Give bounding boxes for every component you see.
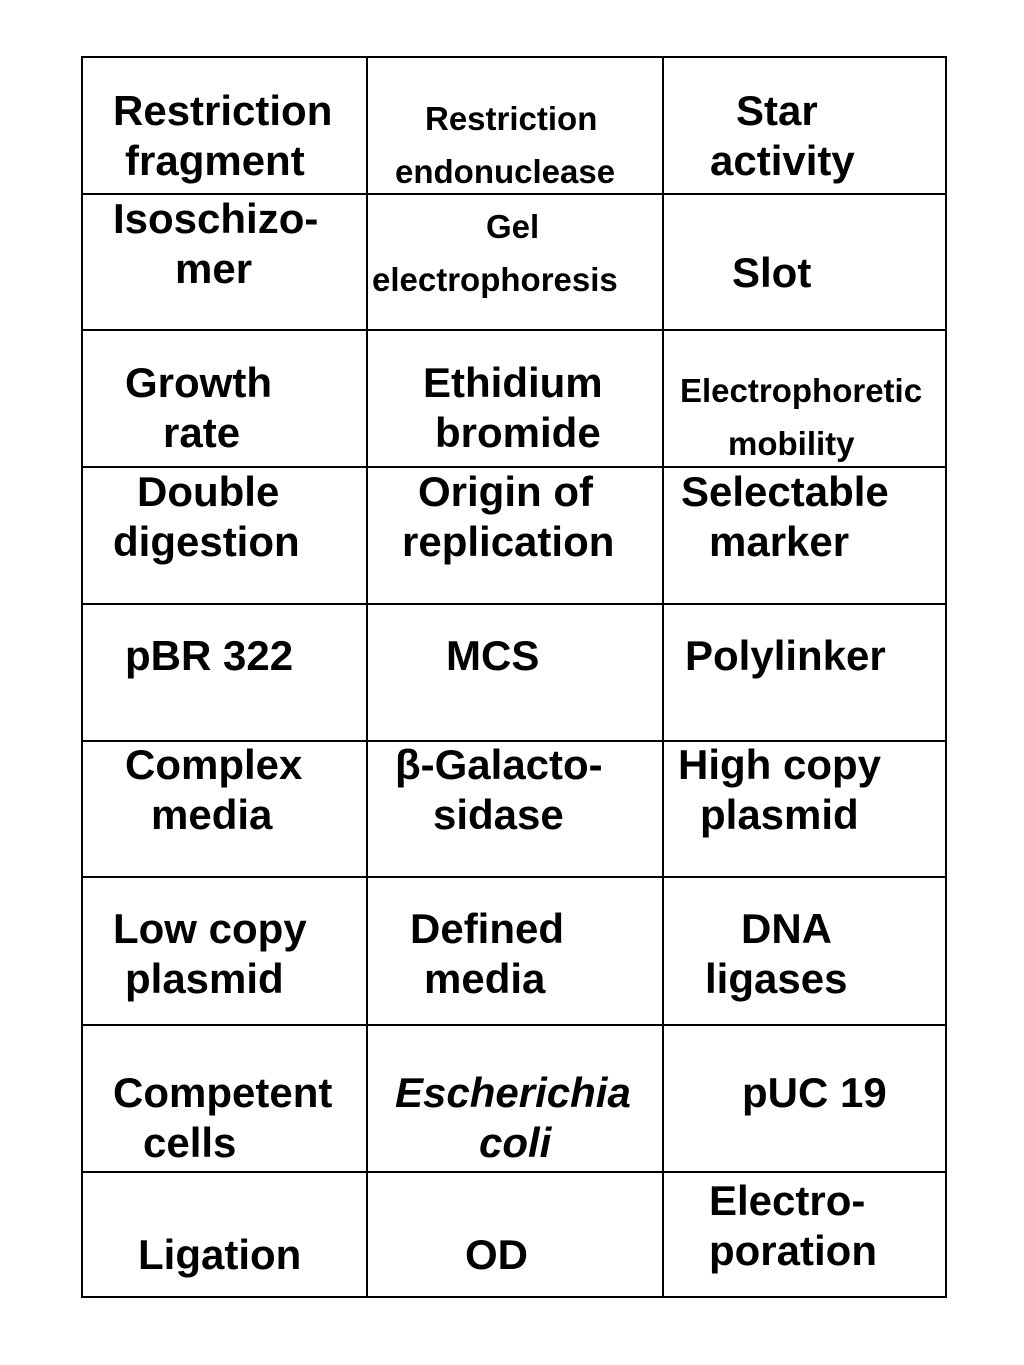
term-line: Restriction xyxy=(113,87,333,134)
term-line: media xyxy=(424,955,546,1003)
term-line: activity xyxy=(710,137,855,185)
term-card xyxy=(678,740,881,841)
row-divider xyxy=(83,876,945,878)
term-card xyxy=(423,358,603,459)
term-line: rate xyxy=(163,409,241,457)
term-line: Slot xyxy=(732,249,812,296)
term-line: Low copy xyxy=(113,905,307,952)
term-card xyxy=(372,200,618,307)
term-card xyxy=(395,1068,631,1169)
term-line: Competent xyxy=(113,1069,333,1116)
term-line: β-Galacto- xyxy=(395,741,603,788)
term-line: Restriction xyxy=(425,100,598,137)
term-line: Growth xyxy=(125,359,272,406)
term-line: Complex xyxy=(125,741,303,788)
column-divider xyxy=(366,58,368,1296)
term-line: Defined xyxy=(410,905,565,952)
term-line: ligases xyxy=(705,955,848,1003)
term-line: Isoschizo- xyxy=(113,195,319,242)
row-divider xyxy=(83,329,945,331)
term-line: coli xyxy=(479,1119,552,1167)
term-card xyxy=(410,904,564,1005)
term-card xyxy=(113,467,300,568)
term-line: digestion xyxy=(113,518,300,566)
term-card xyxy=(113,1068,332,1169)
term-line: Gel xyxy=(486,208,540,245)
term-card-grid xyxy=(81,56,947,1298)
term-line: Escherichia xyxy=(395,1069,631,1116)
term-line: endonuclease xyxy=(395,153,616,191)
term-card xyxy=(395,740,603,841)
term-line: Ethidium xyxy=(423,359,603,406)
row-divider xyxy=(83,1171,945,1173)
term-line: replication xyxy=(402,518,615,566)
term-line: High copy xyxy=(678,741,882,788)
term-line: pBR 322 xyxy=(125,632,294,679)
term-line: Polylinker xyxy=(685,632,886,679)
term-line: cells xyxy=(143,1119,237,1167)
term-card xyxy=(465,1230,528,1280)
term-line: poration xyxy=(709,1227,877,1275)
term-card xyxy=(680,364,922,471)
term-card xyxy=(710,86,855,187)
term-line: sidase xyxy=(433,791,564,839)
term-card xyxy=(125,740,302,841)
term-line: Star xyxy=(736,87,818,134)
term-line: bromide xyxy=(435,409,601,457)
term-line: pUC 19 xyxy=(742,1069,887,1116)
term-card xyxy=(395,92,615,199)
term-card xyxy=(681,467,889,568)
term-line: DNA xyxy=(741,905,832,952)
term-card xyxy=(113,194,318,295)
term-line: fragment xyxy=(125,137,305,185)
term-card xyxy=(742,1068,887,1118)
term-line: plasmid xyxy=(700,791,859,839)
term-card xyxy=(732,248,811,298)
term-card xyxy=(685,631,886,681)
term-line: Ligation xyxy=(138,1231,302,1278)
term-card xyxy=(125,358,272,459)
term-line: mer xyxy=(175,245,253,293)
term-line: mobility xyxy=(728,425,855,463)
term-line: Origin of xyxy=(418,468,593,515)
term-card xyxy=(705,904,847,1005)
row-divider xyxy=(83,1024,945,1026)
term-line: Electro- xyxy=(709,1177,866,1224)
term-line: marker xyxy=(709,518,850,566)
row-divider xyxy=(83,603,945,605)
term-card xyxy=(402,467,614,568)
term-card xyxy=(113,904,307,1005)
column-divider xyxy=(662,58,664,1296)
term-line: Electrophoretic xyxy=(680,372,923,409)
term-line: electrophoresis xyxy=(372,261,618,299)
term-line: plasmid xyxy=(125,955,284,1003)
term-line: Double xyxy=(137,468,280,515)
term-line: Selectable xyxy=(681,468,889,515)
term-card xyxy=(113,86,332,187)
term-line: media xyxy=(151,791,273,839)
term-card xyxy=(709,1176,877,1277)
term-card xyxy=(446,631,539,681)
term-card xyxy=(138,1230,301,1280)
term-line: MCS xyxy=(446,632,540,679)
term-card xyxy=(125,631,293,681)
term-line: OD xyxy=(465,1231,528,1278)
